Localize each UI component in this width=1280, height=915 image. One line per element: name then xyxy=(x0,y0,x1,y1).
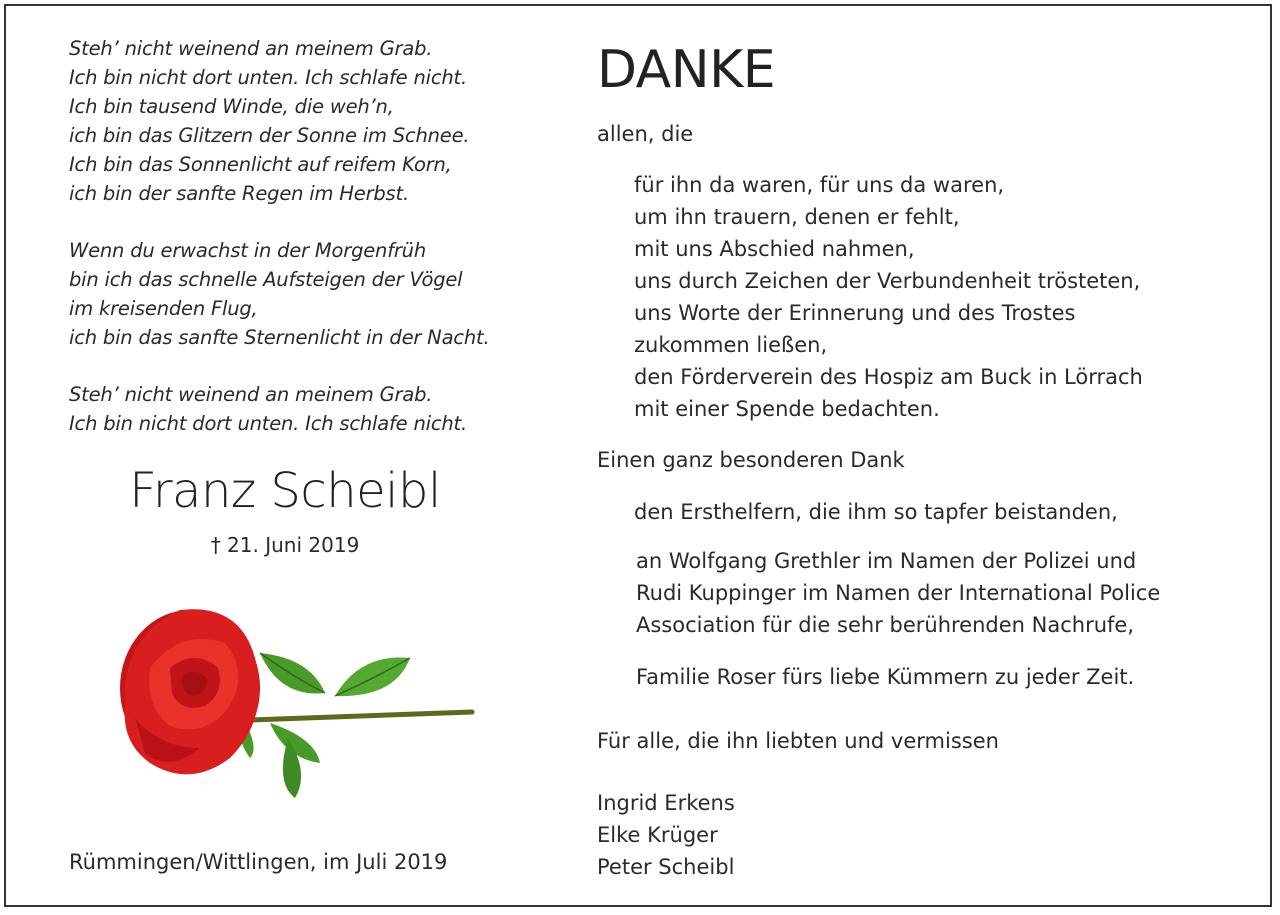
poem-line: Ich bin tausend Winde, die weh’n, xyxy=(69,95,394,118)
poem-line: Ich bin das Sonnenlicht auf reifem Korn, xyxy=(69,153,452,176)
deceased-name: Franz Scheibl xyxy=(129,463,441,519)
closing-line xyxy=(597,725,999,757)
thanks-title: DANKE xyxy=(597,40,776,100)
signature-name: Ingrid Erkens xyxy=(597,791,735,815)
special-thanks-line: Rudi Kuppinger im Namen der International Police xyxy=(636,581,1161,605)
special-thanks-line: an Wolfgang Grethler im Namen der Polizei und xyxy=(636,549,1137,573)
poem-line: Wenn du erwachst in der Morgenfrüh xyxy=(69,239,426,262)
special-thanks-2 xyxy=(636,545,1160,641)
special-thanks-1 xyxy=(634,496,1118,528)
special-thanks-line: Einen ganz besonderen Dank xyxy=(597,448,905,472)
poem-line: bin ich das schnelle Aufsteigen der Vögel xyxy=(69,268,463,291)
poem-line: Steh’ nicht weinend an meinem Grab. xyxy=(69,37,433,60)
special-thanks-line: Association für die sehr berührenden Nachrufe, xyxy=(636,613,1135,637)
thanks-line: uns Worte der Erinnerung und des Trostes xyxy=(634,301,1076,325)
poem-line: ich bin das sanfte Sternenlicht in der Nacht. xyxy=(69,326,490,349)
special-thanks-3 xyxy=(636,661,1134,693)
poem-line: im kreisenden Flug, xyxy=(69,297,258,320)
poem-line: Steh’ nicht weinend an meinem Grab. xyxy=(69,383,433,406)
poem-line: Ich bin nicht dort unten. Ich schlafe nicht. xyxy=(69,412,467,435)
poem-line: Ich bin nicht dort unten. Ich schlafe nicht. xyxy=(69,66,467,89)
red-rose-icon xyxy=(110,598,480,803)
poem-line: ich bin der sanfte Regen im Herbst. xyxy=(69,182,409,205)
thanks-line: zukommen ließen, xyxy=(634,333,828,357)
poem xyxy=(69,34,549,438)
special-thanks-line: den Ersthelfern, die ihm so tapfer beistanden, xyxy=(634,500,1118,524)
thanks-list xyxy=(634,169,1143,425)
signature-name: Elke Krüger xyxy=(597,823,718,847)
thanks-line: uns durch Zeichen der Verbundenheit trösteten, xyxy=(634,269,1141,293)
place-and-date: Rümmingen/Wittlingen, im Juli 2019 xyxy=(69,850,448,874)
signature-name: Peter Scheibl xyxy=(597,855,735,879)
thanks-line: mit einer Spende bedachten. xyxy=(634,397,940,421)
thanks-line: um ihn trauern, denen er fehlt, xyxy=(634,205,960,229)
thanks-intro xyxy=(597,118,693,150)
special-thanks-line: Familie Roser fürs liebe Kümmern zu jeder Zeit. xyxy=(636,665,1135,689)
thanks-line: für ihn da waren, für uns da waren, xyxy=(634,173,1005,197)
closing-text: Für alle, die ihn liebten und vermissen xyxy=(597,729,999,753)
signatures xyxy=(597,787,735,883)
special-thanks-intro xyxy=(597,444,905,476)
thanks-line: mit uns Abschied nahmen, xyxy=(634,237,915,261)
thanks-intro-line: allen, die xyxy=(597,122,694,146)
thanks-line: den Förderverein des Hospiz am Buck in Lörrach xyxy=(634,365,1143,389)
poem-line: ich bin das Glitzern der Sonne im Schnee. xyxy=(69,124,470,147)
death-date: † 21. Juni 2019 xyxy=(210,533,360,557)
